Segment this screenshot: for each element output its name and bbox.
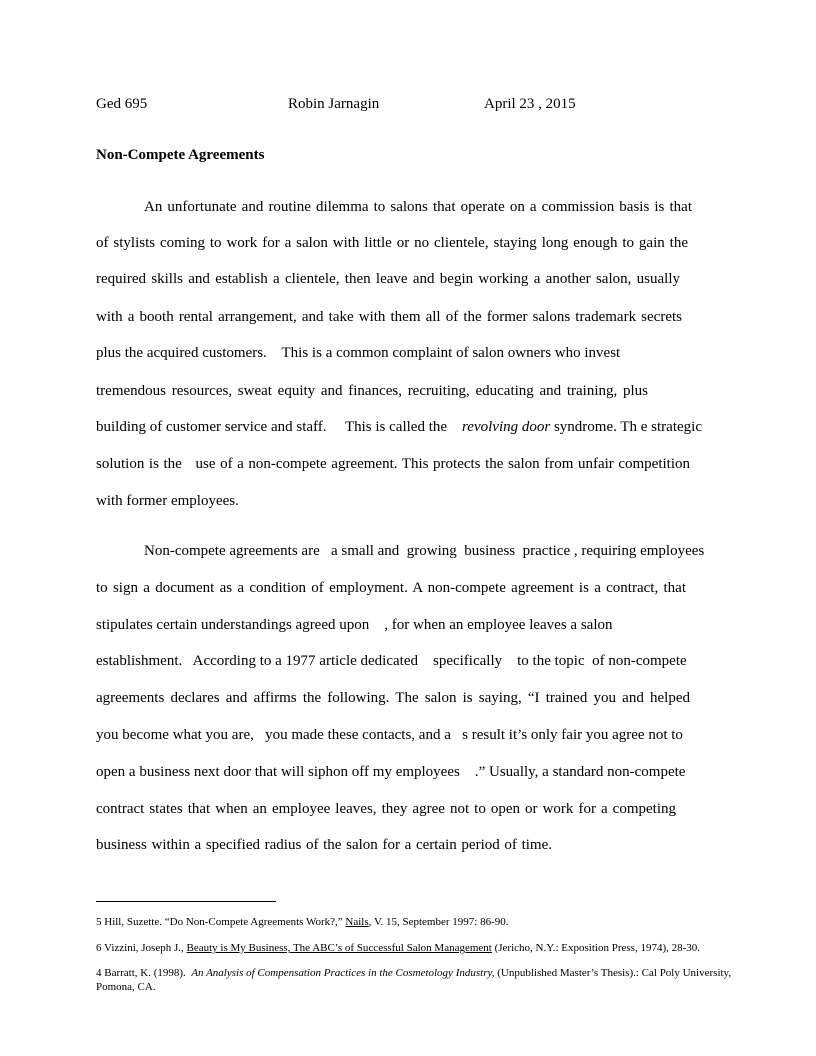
paragraph-line: with a booth rental arrangement, and take with them all of the former salons trademark secrets bbox=[96, 309, 682, 325]
footnote-text: 4 Barratt, K. (1998). bbox=[96, 967, 192, 979]
document-title: Non-Compete Agreements bbox=[96, 147, 265, 163]
paragraph-line: contract states that when an employee leaves, they agree not to open or work for a competing bbox=[96, 801, 676, 817]
paragraph-line: stipulates certain understandings agreed upon , for when an employee leaves a salon bbox=[96, 617, 613, 633]
footnote-text: (Jericho, N.Y.: Exposition Press, 1974), 28-30. bbox=[491, 942, 701, 954]
footnote-6 bbox=[96, 941, 736, 955]
footnote-5 bbox=[96, 915, 736, 929]
paragraph-line: required skills and establish a clientele, then leave and begin working a another salon, usually bbox=[96, 271, 680, 287]
footnote-4 bbox=[96, 966, 736, 994]
italic-term: revolving door bbox=[462, 419, 551, 435]
paragraph-line: business within a specified radius of the salon for a certain period of time. bbox=[96, 837, 552, 853]
footnote-separator bbox=[96, 901, 276, 902]
footnote-text: (Unpublished Master’s Thesis).: Cal Poly University, bbox=[494, 967, 732, 979]
footnote-source-title: Beauty is My Business, The ABC’s of Successful Salon Management bbox=[186, 942, 492, 954]
paragraph-line: Non-compete agreements are a small and growing business practice , requiring employees bbox=[144, 543, 705, 559]
paragraph-line: you become what you are, you made these contacts, and a s result it’s only fair you agree not to bbox=[96, 727, 683, 743]
paragraph-line: with former employees. bbox=[96, 493, 239, 509]
footnote-text: Pomona, CA. bbox=[96, 981, 156, 993]
text-run: syndrome. Th e strategic bbox=[550, 419, 702, 435]
paragraph-line: plus the acquired customers. This is a common complaint of salon owners who invest bbox=[96, 345, 621, 361]
paragraph-line: establishment. According to a 1977 article dedicated specifically to the topic of non-compete bbox=[96, 653, 687, 669]
footnote-text: 5 Hill, Suzette. “Do Non-Compete Agreements Work?,” bbox=[96, 916, 346, 928]
date-label: April 23 , 2015 bbox=[484, 96, 576, 112]
paragraph-line: to sign a document as a condition of employment. A non-compete agreement is a contract, that bbox=[96, 580, 686, 596]
text-run: building of customer service and staff. This is called the bbox=[96, 419, 463, 435]
footnote-text: 6 Vizzini, Joseph J., bbox=[96, 942, 187, 954]
footnote-source-title: An Analysis of Compensation Practices in the Cosmetology Industry, bbox=[191, 967, 495, 979]
paragraph-line: tremendous resources, sweat equity and finances, recruiting, educating and training, plus bbox=[96, 383, 648, 399]
paragraph-line: of stylists coming to work for a salon with little or no clientele, staying long enough to gain the bbox=[96, 235, 688, 251]
course-label: Ged 695 bbox=[96, 96, 148, 112]
footnote-text: , V. 15, September 1997: 86-90. bbox=[368, 916, 509, 928]
paragraph-line: agreements declares and affirms the following. The salon is saying, “I trained you and helped bbox=[96, 690, 690, 706]
paragraph-line: An unfortunate and routine dilemma to salons that operate on a commission basis is that bbox=[144, 199, 692, 215]
paragraph-line: solution is the use of a non-compete agreement. This protects the salon from unfair competition bbox=[96, 456, 690, 472]
paragraph-line-revolving-door bbox=[96, 418, 702, 436]
author-name: Robin Jarnagin bbox=[288, 96, 380, 112]
footnote-source-title: Nails bbox=[345, 916, 369, 928]
paragraph-line: open a business next door that will siphon off my employees .” Usually, a standard non-compete bbox=[96, 764, 686, 780]
